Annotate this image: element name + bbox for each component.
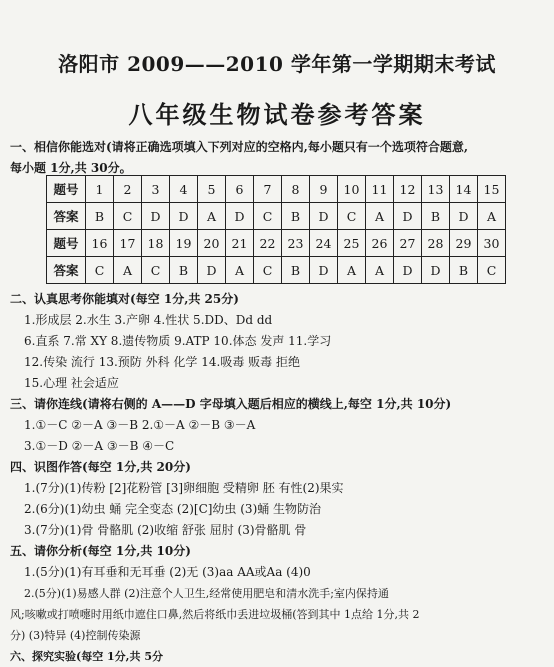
section-5 (10, 541, 546, 562)
table-cell: D (394, 257, 422, 284)
table-cell: 5 (198, 176, 226, 203)
section-3-line: 3.①－D ②－A ③－B ④－C (24, 439, 175, 453)
table-cell: A (114, 257, 142, 284)
section-1 (10, 137, 546, 179)
table-row (47, 176, 506, 203)
table-cell: 18 (142, 230, 170, 257)
table-cell: 14 (450, 176, 478, 203)
table-header-cell: 答案 (47, 203, 86, 230)
table-cell: 20 (198, 230, 226, 257)
answer-table (46, 175, 506, 284)
table-cell: 11 (366, 176, 394, 203)
section-1-heading-cont: 每小题 1分,共 30分。 (10, 161, 132, 175)
table-cell: D (142, 203, 170, 230)
section-2 (10, 289, 546, 394)
table-cell: 24 (310, 230, 338, 257)
table-cell: B (282, 203, 310, 230)
table-cell: 26 (366, 230, 394, 257)
table-cell: 29 (450, 230, 478, 257)
table-cell: 10 (338, 176, 366, 203)
table-cell: A (198, 203, 226, 230)
section-2-line: 12.传染 流行 13.预防 外科 化学 14.吸毒 贩毒 拒绝 (24, 355, 300, 369)
table-cell: C (254, 203, 282, 230)
section-5-body (10, 562, 546, 583)
table-cell: B (422, 203, 450, 230)
table-cell: D (310, 203, 338, 230)
table-cell: C (114, 203, 142, 230)
table-cell: 9 (310, 176, 338, 203)
table-cell: C (142, 257, 170, 284)
table-cell: D (226, 203, 254, 230)
table-cell: A (366, 203, 394, 230)
answer-key-subtitle: 八年级生物试卷参考答案 (128, 100, 426, 129)
table-cell: 17 (114, 230, 142, 257)
table-cell: 13 (422, 176, 450, 203)
table-cell: 2 (114, 176, 142, 203)
table-cell: C (338, 203, 366, 230)
table-cell: 8 (282, 176, 310, 203)
section-5-line: 风;咳嗽或打喷嚏时用纸巾遮住口鼻,然后将纸巾丢进垃圾桶(答到其中 1点给 1分,共 2 (10, 608, 420, 621)
table-cell: B (170, 257, 198, 284)
table-row (47, 230, 506, 257)
table-cell: C (478, 257, 506, 284)
table-cell: 23 (282, 230, 310, 257)
section-5-line: 分) (3)特异 (4)控制传染源 (10, 629, 141, 642)
section-4-line: 2.(6分)(1)幼虫 蛹 完全变态 (2)[C]幼虫 (3)蛹 生物防治 (24, 502, 322, 516)
table-cell: A (338, 257, 366, 284)
table-cell: 16 (86, 230, 114, 257)
table-cell: D (422, 257, 450, 284)
table-cell: 25 (338, 230, 366, 257)
section-5-line: 2.(5分)(1)易感人群 (2)注意个人卫生,经常使用肥皂和清水洗手;室内保持通 (24, 587, 389, 600)
section-2-heading: 二、认真思考你能填对(每空 1分,共 25分) (10, 292, 239, 306)
table-cell: A (226, 257, 254, 284)
table-cell: A (366, 257, 394, 284)
section-4 (10, 457, 546, 541)
table-header-cell: 题号 (47, 230, 86, 257)
table-cell: D (198, 257, 226, 284)
table-cell: 12 (394, 176, 422, 203)
table-cell: 1 (86, 176, 114, 203)
section-2-line: 1.形成层 2.水生 3.产卵 4.性状 5.DD、Dd dd (24, 313, 273, 327)
table-cell: 7 (254, 176, 282, 203)
table-cell: 22 (254, 230, 282, 257)
table-cell: D (394, 203, 422, 230)
section-3-line: 1.①－C ②－A ③－B 2.①－A ②－B ③－A (24, 418, 256, 432)
table-cell: C (254, 257, 282, 284)
table-row (47, 203, 506, 230)
section-1-heading: 一、相信你能选对(请将正确选项填入下列对应的空格内,每小题只有一个选项符合题意, (10, 140, 469, 154)
section-5-line: 1.(5分)(1)有耳垂和无耳垂 (2)无 (3)aa AA或Aa (4)0 (24, 565, 311, 579)
table-cell: D (170, 203, 198, 230)
table-cell: D (310, 257, 338, 284)
section-2-line: 15.心理 社会适应 (24, 376, 119, 390)
section-2-line: 6.直系 7.常 XY 8.遗传物质 9.ATP 10.体态 发声 11.学习 (24, 334, 332, 348)
exam-title: 洛阳市 2009——2010 学年第一学期期末考试 (58, 52, 496, 76)
table-cell: B (450, 257, 478, 284)
table-cell: 19 (170, 230, 198, 257)
section-4-heading: 四、识图作答(每空 1分,共 20分) (10, 460, 191, 474)
section-3 (10, 394, 546, 457)
section-4-line: 1.(7分)(1)传粉 [2]花粉管 [3]卵细胞 受精卵 胚 有性(2)果实 (24, 481, 344, 495)
table-cell: 21 (226, 230, 254, 257)
table-cell: 27 (394, 230, 422, 257)
table-cell: 6 (226, 176, 254, 203)
table-row (47, 257, 506, 284)
table-header-cell: 题号 (47, 176, 86, 203)
table-cell: B (86, 203, 114, 230)
section-4-line: 3.(7分)(1)骨 骨骼肌 (2)收缩 舒张 屈肘 (3)骨骼肌 骨 (24, 523, 307, 537)
table-cell: A (478, 203, 506, 230)
section-3-heading: 三、请你连线(请将右侧的 A——D 字母填入题后相应的横线上,每空 1分,共 10分) (10, 397, 452, 411)
table-cell: 4 (170, 176, 198, 203)
table-header-cell: 答案 (47, 257, 86, 284)
table-cell: 28 (422, 230, 450, 257)
section-6-heading: 六、探究实验(每空 1分,共 5分 (10, 650, 164, 663)
table-cell: 15 (478, 176, 506, 203)
table-cell: C (86, 257, 114, 284)
section-5-heading: 五、请你分析(每空 1分,共 10分) (10, 544, 191, 558)
table-cell: 30 (478, 230, 506, 257)
table-cell: D (450, 203, 478, 230)
section-5-body-2 (10, 583, 546, 646)
table-cell: B (282, 257, 310, 284)
table-cell: 3 (142, 176, 170, 203)
